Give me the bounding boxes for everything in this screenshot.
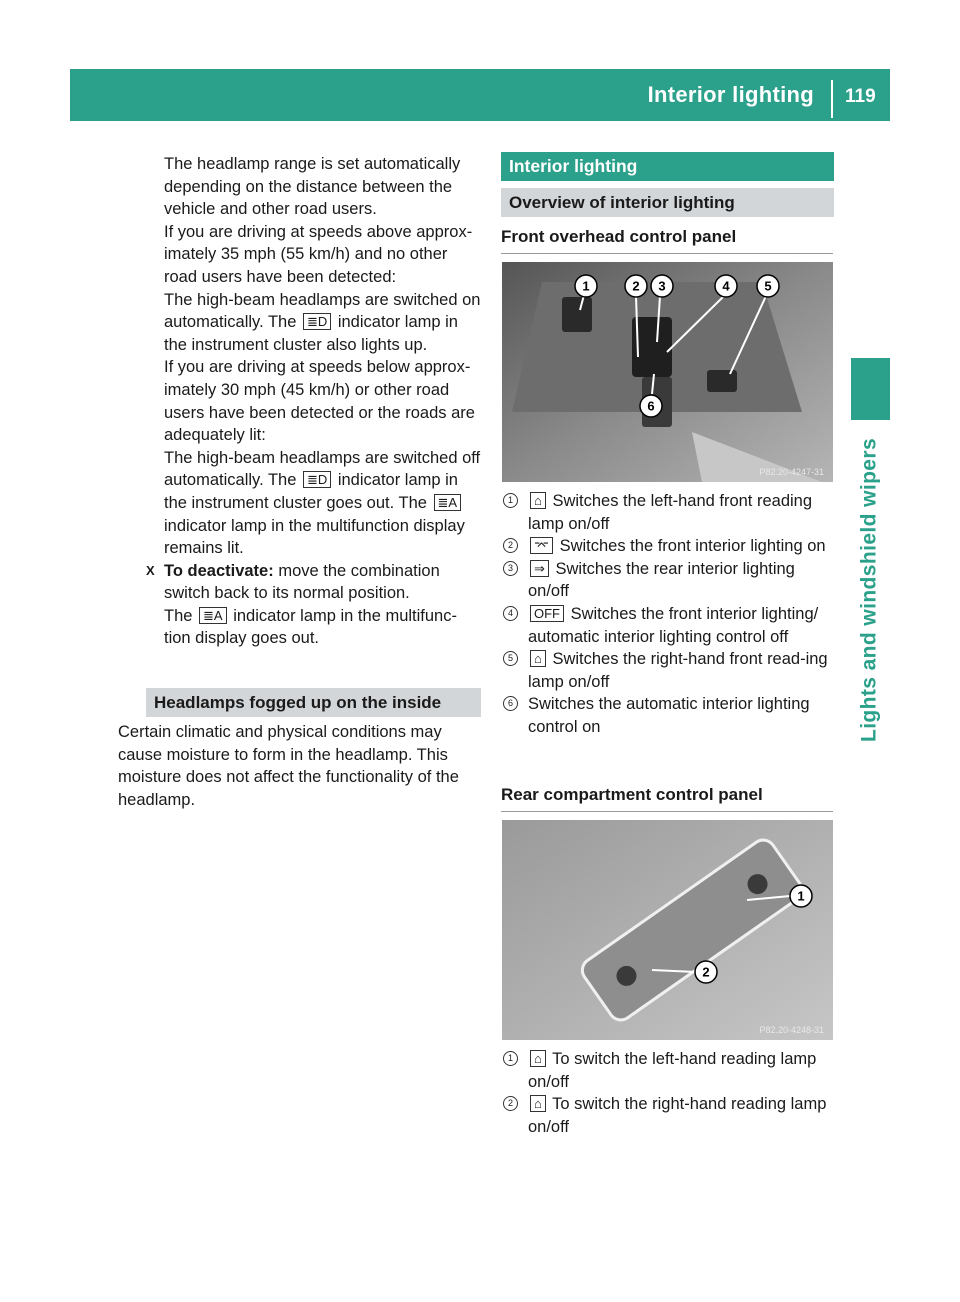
paragraph-above-speed: If you are driving at speeds above approx-imately 35 mph (55 km/h) and no other road users have been detected: xyxy=(164,222,473,286)
svg-text:1: 1 xyxy=(582,278,590,294)
legend-item: 2 ⌤ Switches the front interior lighting on xyxy=(503,535,833,558)
legend-item: 4 OFF Switches the front interior lighting/ automatic interior lighting control off xyxy=(503,603,833,648)
auto-light-off-icon: OFF xyxy=(530,605,564,622)
callout-2 xyxy=(625,275,647,297)
fog-paragraph: Certain climatic and physical conditions may cause moisture to form in the headlamp. This moisture does not affect the functionality of the headlamp. xyxy=(118,723,459,809)
legend-item: 3 ⇒ Switches the rear interior lighting on/off xyxy=(503,558,833,603)
paragraph-range: The headlamp range is set automatically depending on the distance between the vehicle and other road users. xyxy=(164,155,461,219)
svg-text:2: 2 xyxy=(702,964,710,980)
photo-code: P82.20-4248-31 xyxy=(759,1025,824,1035)
photo-code: P82.20-4247-31 xyxy=(759,467,824,477)
right-reading-lamp-button xyxy=(707,370,737,392)
svg-text:6: 6 xyxy=(647,398,655,414)
legend-item: 2 ⌂ To switch the right-hand reading lamp on/off xyxy=(503,1093,833,1138)
side-tab-marker xyxy=(851,358,890,420)
reading-lamp-icon: ⌂ xyxy=(530,1095,546,1112)
legend-item: 6 Switches the automatic interior lighting control on xyxy=(503,693,833,738)
svg-text:2: 2 xyxy=(632,278,640,294)
page-number: 119 xyxy=(845,86,876,107)
callout-1 xyxy=(575,275,597,297)
chapter-label: Lights and windshield wipers xyxy=(857,437,881,743)
reading-lamp-icon: ⌂ xyxy=(530,1050,546,1067)
reading-lamp-icon: ⌂ xyxy=(530,650,546,667)
step-arrow-icon: X xyxy=(146,562,155,578)
rear-control-panel-photo xyxy=(502,820,833,1040)
paragraph-switched-off: The high-beam headlamps are switched off automatically. The ≣D indicator lamp in the instrument cluster goes out. The ≣A indicator lamp in the multifunction display remains lit. xyxy=(164,448,481,558)
legend-item: 1 ⌂ To switch the left-hand reading lamp on/off xyxy=(503,1048,833,1093)
callout-2 xyxy=(695,961,717,983)
callout-4 xyxy=(715,275,737,297)
highbeam-indicator-icon: ≣D xyxy=(303,471,331,488)
callout-5 xyxy=(757,275,779,297)
rear-panel-heading: Rear compartment control panel xyxy=(501,784,833,812)
front-interior-light-icon: ⌤ xyxy=(530,537,553,554)
fog-section-heading: Headlamps fogged up on the inside xyxy=(146,688,481,717)
section-heading: Interior lighting xyxy=(501,152,834,181)
callout-1 xyxy=(790,885,812,907)
svg-text:3: 3 xyxy=(658,278,666,294)
svg-text:4: 4 xyxy=(722,278,730,294)
svg-text:5: 5 xyxy=(764,278,772,294)
svg-text:1: 1 xyxy=(797,888,805,904)
left-column xyxy=(118,153,482,650)
reading-lamp-icon: ⌂ xyxy=(530,492,546,509)
callout-6 xyxy=(640,395,662,417)
left-reading-lamp-button xyxy=(562,297,592,332)
paragraph-switched-on: The high-beam headlamps are switched on automatically. The ≣D indicator lamp in the instrument cluster also lights up. xyxy=(164,290,481,354)
front-panel-heading: Front overhead control panel xyxy=(501,226,833,254)
paragraph-below-speed: If you are driving at speeds below approx-imately 30 mph (45 km/h) or other road users have been detected or the roads are adequately lit: xyxy=(164,358,475,445)
legend-item: 1 ⌂ Switches the left-hand front reading lamp on/off xyxy=(503,490,833,535)
page-title: Interior lighting xyxy=(647,82,814,107)
highbeam-indicator-icon: ≣D xyxy=(303,313,331,330)
legend-item: 5 ⌂ Switches the right-hand front read-ing lamp on/off xyxy=(503,648,833,693)
rear-legend xyxy=(503,1048,833,1138)
deactivate-step: X To deactivate: move the combination switch back to its normal position. The ≣A indicator lamp in the multifunc-tion display goes out. xyxy=(146,561,457,648)
rear-interior-light-icon: ⇒ xyxy=(530,560,549,577)
header-divider xyxy=(831,80,833,118)
highbeam-assist-icon: ≣A xyxy=(199,607,227,624)
callout-3 xyxy=(651,275,673,297)
subsection-heading: Overview of interior lighting xyxy=(501,188,834,217)
front-legend xyxy=(503,490,833,739)
highbeam-assist-icon: ≣A xyxy=(434,494,462,511)
front-overhead-panel-photo xyxy=(502,262,833,482)
